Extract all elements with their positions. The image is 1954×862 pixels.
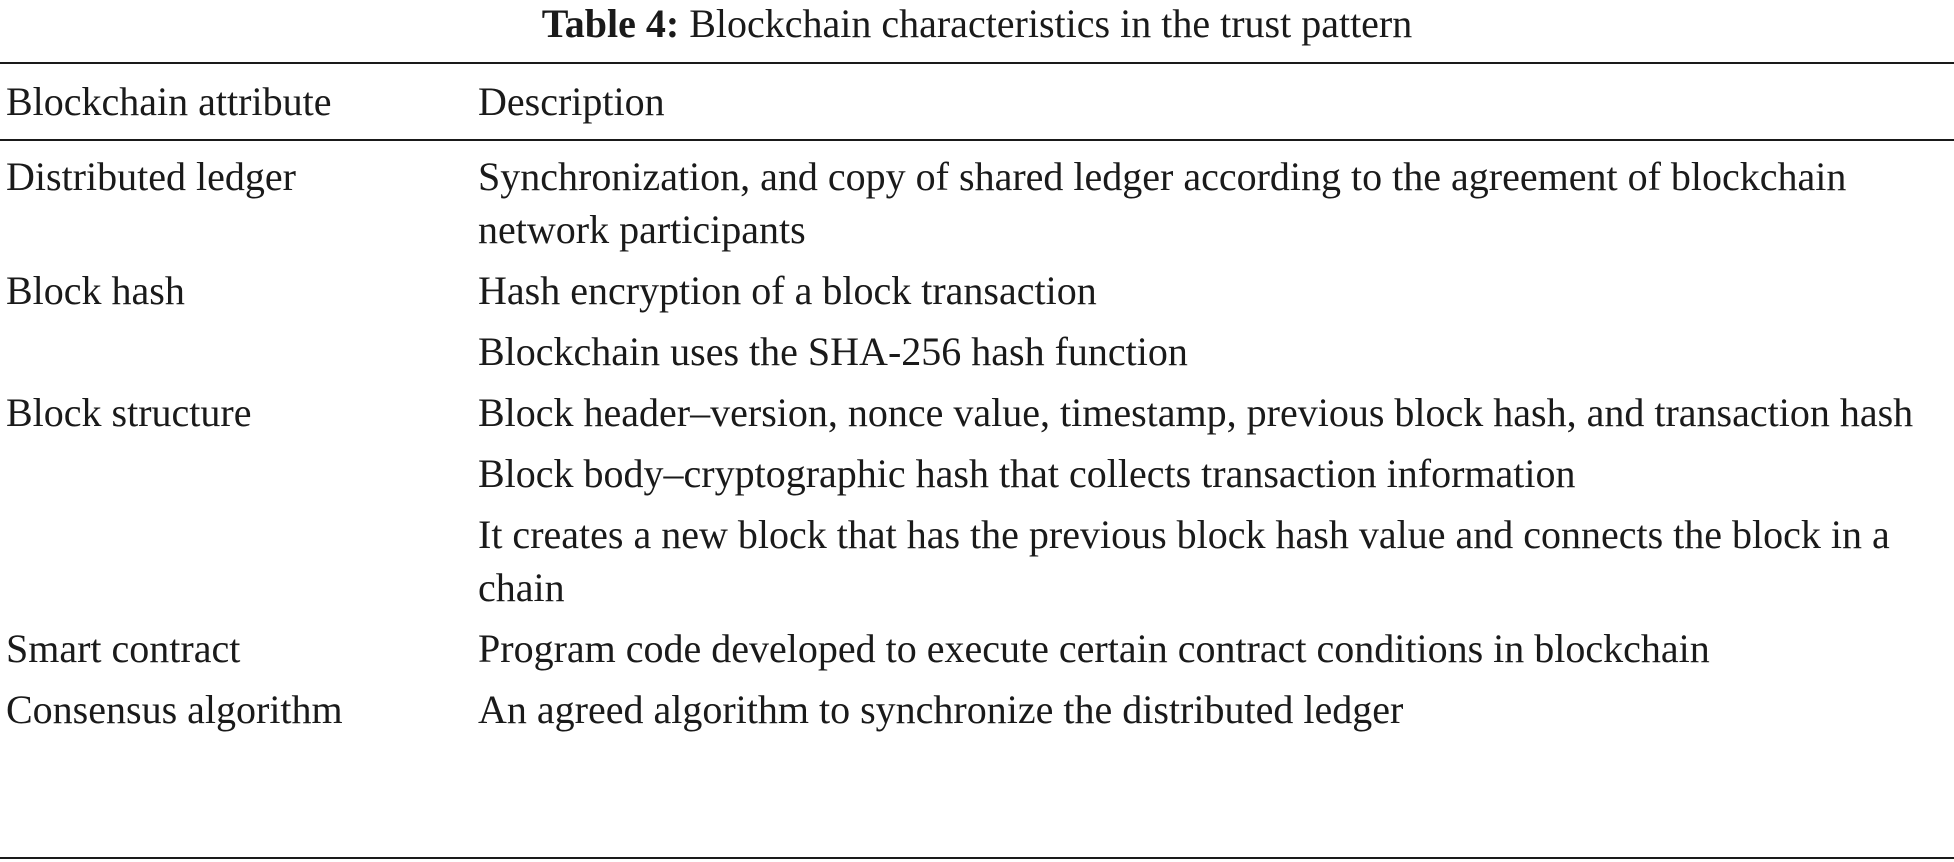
row-line [0, 508, 1954, 614]
row-line [0, 622, 1954, 675]
cell-description: Blockchain uses the SHA-256 hash function [478, 329, 1188, 374]
header-attribute: Blockchain attribute [6, 79, 332, 124]
cell-description: Hash encryption of a block transaction [478, 268, 1097, 313]
cell-description: Block header–version, nonce value, timestamp, previous block hash, and transaction hash [478, 390, 1914, 435]
bottom-rule [0, 857, 1954, 859]
row-line [0, 150, 1954, 256]
row-line [0, 325, 1954, 378]
row-line [0, 386, 1954, 439]
cell-attribute: Consensus algorithm [6, 687, 343, 732]
cell-description: Block body–cryptographic hash that collects transaction information [478, 451, 1576, 496]
table-body [0, 150, 1954, 744]
row-line [0, 683, 1954, 736]
cell-description: Program code developed to execute certain contract conditions in blockchain [478, 626, 1710, 671]
cell-attribute: Block structure [6, 390, 252, 435]
cell-attribute: Smart contract [6, 626, 241, 671]
caption-label: Table 4: [541, 1, 680, 46]
cell-description: An agreed algorithm to synchronize the distributed ledger [478, 687, 1404, 732]
table-row [0, 150, 1954, 256]
cell-attribute: Block hash [6, 268, 185, 313]
header-rule [0, 139, 1954, 141]
caption-text: Blockchain characteristics in the trust pattern [689, 1, 1413, 46]
table-row [0, 386, 1954, 614]
cell-description: It creates a new block that has the previous block hash value and connects the block in a chain [478, 512, 1890, 610]
row-line [0, 264, 1954, 317]
header-description: Description [478, 79, 665, 124]
table-row [0, 622, 1954, 675]
table-row [0, 683, 1954, 736]
cell-description: Synchronization, and copy of shared ledger according to the agreement of blockchain network participants [478, 154, 1847, 252]
table-header-row [0, 72, 1954, 132]
table-row [0, 264, 1954, 378]
table-caption [0, 0, 1954, 54]
top-rule [0, 62, 1954, 64]
cell-attribute: Distributed ledger [6, 154, 296, 199]
row-line [0, 447, 1954, 500]
